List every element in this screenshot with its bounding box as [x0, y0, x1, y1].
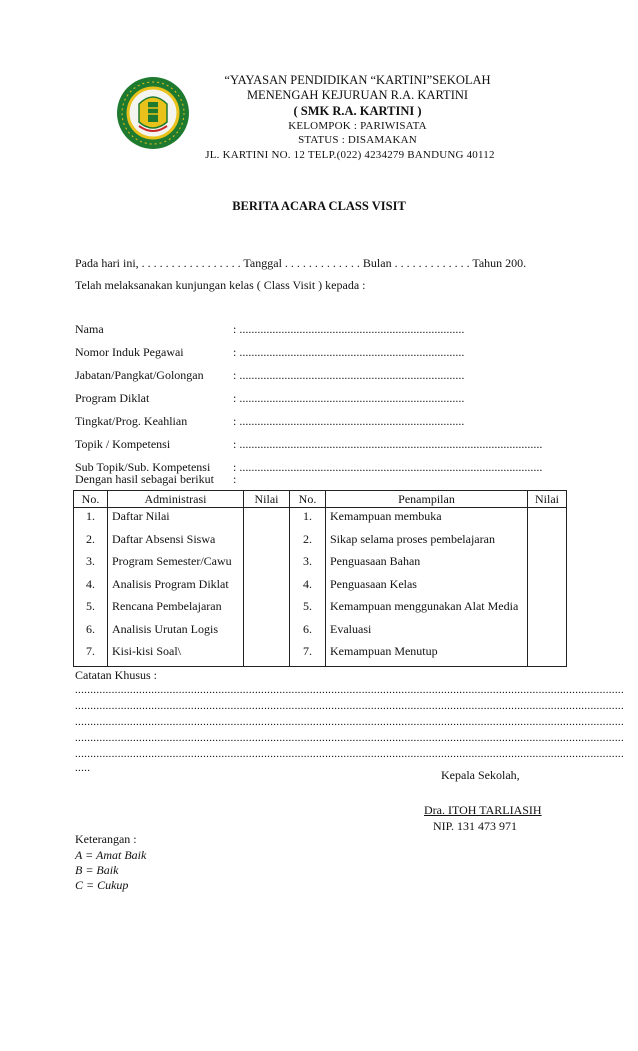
cell: Kemampuan Menutup [326, 643, 528, 666]
cell: Program Semester/Cawu [108, 553, 244, 576]
table-row [74, 621, 567, 644]
field-value: : [233, 472, 237, 486]
field-label: Tingkat/Prog. Keahlian [75, 414, 188, 428]
school-name: MENENGAH KEJURUAN R.A. KARTINI [246, 88, 469, 102]
intro-visit-line: Telah melaksanakan kunjungan kelas ( Class Visit ) kepada : [75, 278, 366, 292]
notes-label: Catatan Khusus : [75, 668, 157, 682]
foundation-name: “YAYASAN PENDIDIKAN “KARTINI”SEKOLAH [224, 73, 491, 87]
page-title: BERITA ACARA CLASS VISIT [232, 199, 406, 213]
field-label: Nomor Induk Pegawai [75, 345, 184, 359]
cell [244, 643, 290, 666]
legend-label: Keterangan : [75, 832, 137, 846]
field-value: : ........................................................................... [233, 414, 465, 428]
signature-role: Kepala Sekolah, [441, 768, 520, 782]
address-line: JL. KARTINI NO. 12 TELP.(022) 4234279 BANDUNG 40112 [205, 149, 495, 161]
cell: 7. [290, 643, 326, 666]
legend-item: A = Amat Baik [75, 848, 147, 862]
table-row [74, 643, 567, 666]
cell [244, 508, 290, 531]
field-label: Program Diklat [75, 391, 150, 405]
cell: 2. [74, 531, 108, 554]
cell: 2. [290, 531, 326, 554]
cell: Kemampuan menggunakan Alat Media [326, 598, 528, 621]
notes-line: ..... [75, 762, 91, 774]
field-value: : ........................................................................... [233, 345, 465, 359]
cell [528, 643, 567, 666]
cell: Evaluasi [326, 621, 528, 644]
legend-item: B = Baik [75, 863, 119, 877]
field-value: : ........................................................................... [233, 368, 465, 382]
col-header: Penampilan [326, 491, 528, 508]
cell: 7. [74, 643, 108, 666]
col-header: Administrasi [108, 491, 244, 508]
signature-nip: NIP. 131 473 971 [433, 819, 518, 833]
cell: Analisis Program Diklat [108, 576, 244, 599]
col-header: Nilai [528, 491, 567, 508]
table-row [74, 576, 567, 599]
cell [528, 576, 567, 599]
school-abbrev: ( SMK R.A. KARTINI ) [293, 104, 422, 118]
cell [528, 553, 567, 576]
cell: 4. [290, 576, 326, 599]
cell: 5. [290, 598, 326, 621]
cell [528, 598, 567, 621]
notes-line: .................................................................................................................................................................................... [75, 684, 624, 696]
notes-line: .................................................................................................................................................................................... [75, 716, 624, 728]
school-emblem-icon [115, 72, 191, 154]
table-row [74, 531, 567, 554]
notes-line: .................................................................................................................................................................................... [75, 700, 624, 712]
intro-date-line: Pada hari ini, . . . . . . . . . . . . . . . . . Tanggal . . . . . . . . . . . . . Bulan . . . . . . . . . . . . . Tahun 200. [75, 256, 527, 270]
group-line: KELOMPOK : PARIWISATA [288, 120, 427, 132]
table-row [74, 553, 567, 576]
cell [244, 598, 290, 621]
field-label: Sub Topik/Sub. Kompetensi [75, 460, 211, 474]
col-header: No. [74, 491, 108, 508]
cell [528, 621, 567, 644]
status-line: STATUS : DISAMAKAN [298, 134, 417, 146]
cell: Daftar Nilai [108, 508, 244, 531]
assessment-table [73, 490, 567, 667]
signature-name: Dra. ITOH TARLIASIH [424, 803, 542, 817]
field-label: Jabatan/Pangkat/Golongan [75, 368, 204, 382]
cell: Penguasaan Kelas [326, 576, 528, 599]
field-label: Nama [75, 322, 104, 336]
col-header: Nilai [244, 491, 290, 508]
cell: 3. [290, 553, 326, 576]
cell: 5. [74, 598, 108, 621]
legend-item: C = Cukup [75, 878, 129, 892]
cell: 1. [74, 508, 108, 531]
cell: Sikap selama proses pembelajaran [326, 531, 528, 554]
table-row [74, 508, 567, 531]
cell [244, 621, 290, 644]
cell: 1. [290, 508, 326, 531]
field-value: : ........................................................................... [233, 322, 465, 336]
cell: 6. [290, 621, 326, 644]
table-row [74, 598, 567, 621]
cell [244, 576, 290, 599]
cell [528, 508, 567, 531]
cell [244, 553, 290, 576]
field-value: : ........................................................................... [233, 391, 465, 405]
col-header: No. [290, 491, 326, 508]
cell: Daftar Absensi Siswa [108, 531, 244, 554]
cell: Penguasaan Bahan [326, 553, 528, 576]
cell: 3. [74, 553, 108, 576]
notes-line: .................................................................................................................................................................................... [75, 748, 624, 760]
field-label: Topik / Kompetensi [75, 437, 171, 451]
cell: 4. [74, 576, 108, 599]
field-value: : ..................................................................................................... [233, 460, 543, 474]
cell [528, 531, 567, 554]
table-header-row [74, 491, 567, 508]
cell: 6. [74, 621, 108, 644]
cell: Kisi-kisi Soal\ [108, 643, 244, 666]
cell: Kemampuan membuka [326, 508, 528, 531]
cell [244, 531, 290, 554]
notes-line: .................................................................................................................................................................................... [75, 732, 624, 744]
field-label: Dengan hasil sebagai berikut [75, 472, 214, 486]
cell: Rencana Pembelajaran [108, 598, 244, 621]
cell: Analisis Urutan Logis [108, 621, 244, 644]
field-value: : ..................................................................................................... [233, 437, 543, 451]
